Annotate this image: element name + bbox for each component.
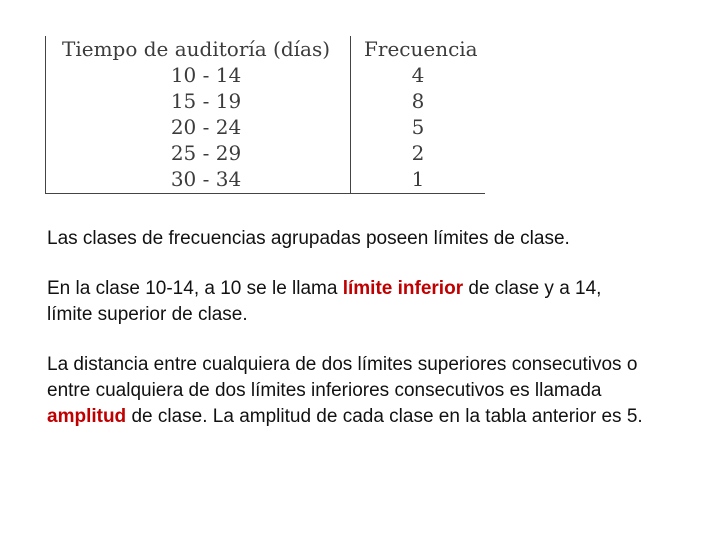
table-row-frequency: 4 [411, 63, 425, 87]
paragraph-text: En la clase 10-14, a 10 se le llama [47, 278, 343, 299]
table-row-class: 15 - 19 [170, 89, 242, 113]
table-row-class: 25 - 29 [170, 141, 242, 165]
column-divider [350, 36, 351, 193]
paragraph-lower-limit [47, 276, 647, 328]
paragraph-text: de clase y a 14, límite superior de clase. [47, 278, 602, 325]
paragraph-text: Las clases de frecuencias agrupadas poseen límites de clase. [47, 228, 570, 249]
table-row-frequency: 2 [411, 141, 425, 165]
frequency-table [45, 36, 485, 194]
header-frecuencia: Frecuencia [364, 37, 478, 61]
table-row-frequency: 1 [411, 167, 425, 191]
paragraph-text: de clase. La amplitud de cada clase en la tabla anterior es 5. [126, 406, 643, 427]
header-tiempo: Tiempo de auditoría (días) [62, 37, 331, 61]
paragraph-amplitude [47, 352, 647, 430]
table-row-class: 30 - 34 [170, 167, 242, 191]
paragraph-text: La distancia entre cualquiera de dos límites superiores consecutivos o entre cualquiera de dos límites inferiores consecutivos es llamada [47, 354, 638, 401]
table-row-frequency: 5 [411, 115, 425, 139]
table-row-class: 20 - 24 [170, 115, 242, 139]
paragraph-limits [47, 226, 647, 252]
table-row-class: 10 - 14 [170, 63, 242, 87]
highlight-lower-limit: límite inferior [342, 278, 464, 299]
highlight-amplitude: amplitud [47, 406, 127, 427]
explanation-text [47, 226, 647, 454]
table-row-frequency: 8 [411, 89, 425, 113]
